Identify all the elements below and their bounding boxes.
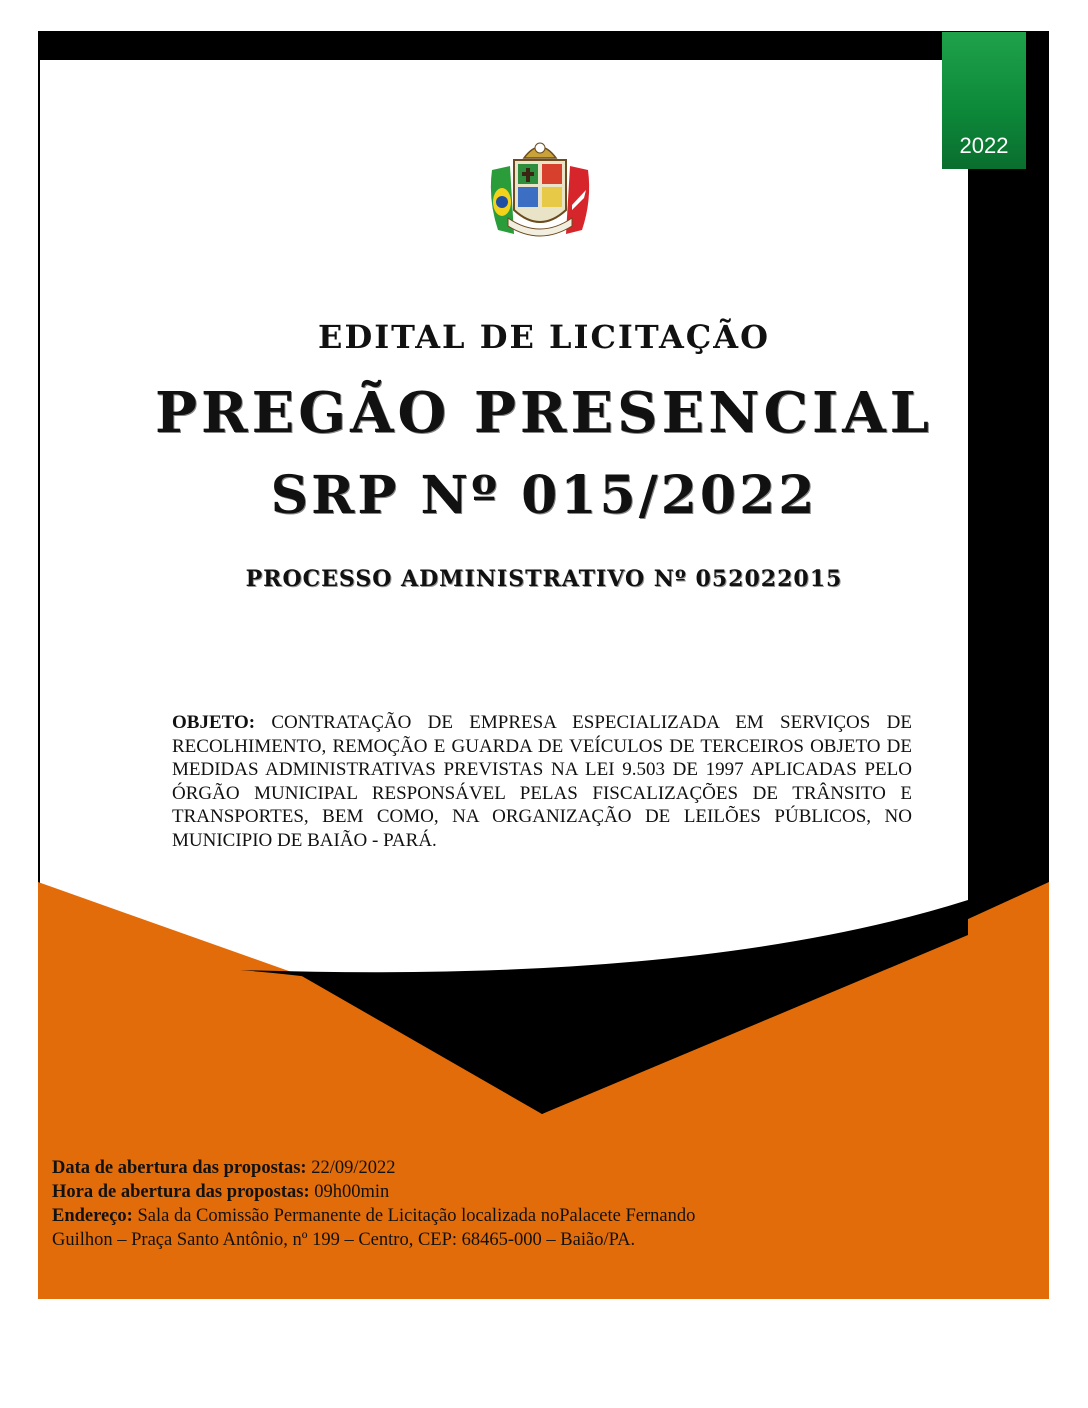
year-badge-label: 2022: [959, 133, 1009, 158]
municipal-coat-of-arms-icon: [484, 130, 596, 248]
address-value: Sala da Comissão Permanente de Licitação localizada noPalacete Fernando Guilhon – Praça Santo Antônio, nº 199 – Centro, CEP: 68465-000 – Baião/PA.: [52, 1206, 696, 1250]
year-badge: [942, 32, 1026, 169]
objeto-text: CONTRATAÇÃO DE EMPRESA ESPECIALIZADA EM SERVIÇOS DE RECOLHIMENTO, REMOÇÃO E GUARDA DE VEÍCULOS DE TERCEIROS OBJETO DE MEDIDAS ADMINISTRATIVAS PREVISTAS NA LEI 9.503 DE 1997 APLICADAS PELO ÓRGÃO MUNICIPAL RESPONSÁVEL PELAS FISCALIZAÇÕES DE TRÂNSITO E TRANSPORTES, BEM COMO, NA ORGANIZAÇÃO DE LEILÕES PÚBLICOS, NO MUNICIPIO DE BAIÃO - PARÁ.: [172, 712, 912, 851]
opening-time-line: [52, 1180, 732, 1204]
objeto-label: OBJETO:: [172, 712, 256, 733]
objeto-paragraph: [172, 711, 912, 852]
address-line: [52, 1204, 732, 1252]
opening-date-label: Data de abertura das propostas:: [52, 1158, 307, 1178]
pregao-title: PREGÃO PRESENCIAL: [154, 380, 934, 446]
edital-title: EDITAL DE LICITAÇÃO: [318, 318, 770, 356]
address-label: Endereço:: [52, 1206, 133, 1226]
srp-number-title: SRP Nº 015/2022: [270, 465, 818, 526]
opening-time-value: 09h00min: [309, 1182, 390, 1202]
footer-info: [52, 1156, 732, 1252]
opening-time-label: Hora de abertura das propostas:: [52, 1182, 310, 1202]
processo-title: PROCESSO ADMINISTRATIVO Nº 052022015: [245, 566, 843, 592]
opening-date-value: 22/09/2022: [306, 1158, 396, 1178]
opening-date-line: [52, 1156, 732, 1180]
